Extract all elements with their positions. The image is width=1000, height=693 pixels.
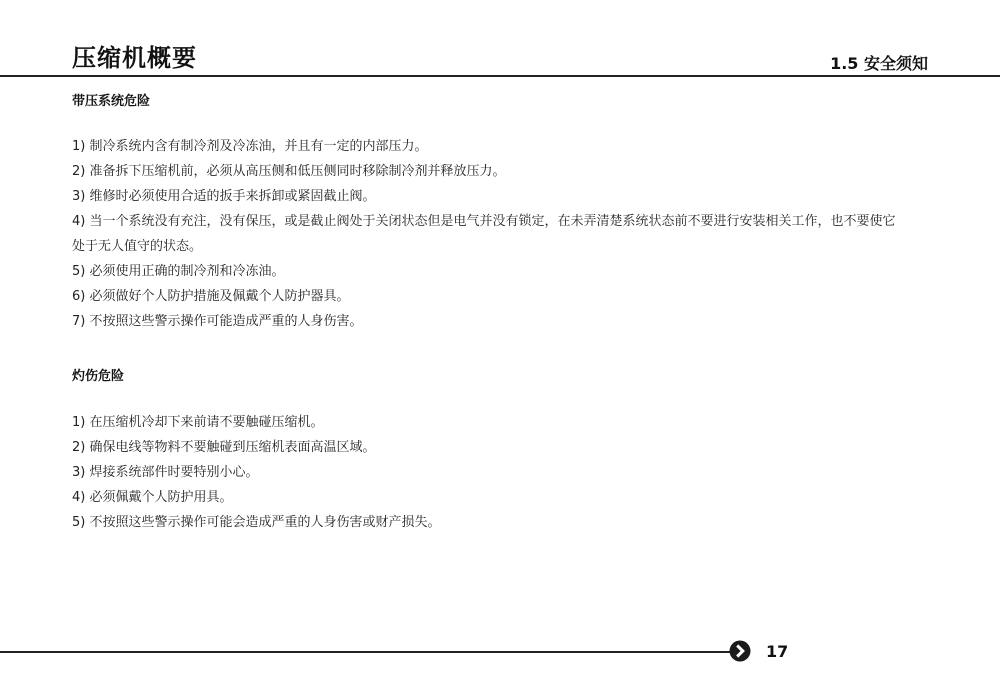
list-item: 3) 维修时必须使用合适的扳手来拆卸或紧固截止阀。	[72, 189, 376, 204]
list-item: 5) 不按照这些警示操作可能会造成严重的人身伤害或财产损失。	[72, 515, 441, 530]
list-item: 6) 必须做好个人防护措施及佩戴个人防护器具。	[72, 289, 350, 304]
pressure-hazard-list	[72, 134, 932, 334]
section-heading-burn-hazard: 灼伤危险	[72, 369, 125, 384]
footer-divider	[0, 651, 730, 653]
list-item: 2) 准备拆下压缩机前，必须从高压侧和低压侧同时移除制冷剂并释放压力。	[72, 164, 506, 179]
list-item: 4) 必须佩戴个人防护用具。	[72, 490, 233, 505]
chevron-right-circle-icon	[729, 640, 751, 662]
list-item: 1) 制冷系统内含有制冷剂及冷冻油，并且有一定的内部压力。	[72, 139, 428, 154]
list-item: 5) 必须使用正确的制冷剂和冷冻油。	[72, 264, 285, 279]
section-heading-pressure-hazard: 带压系统危险	[72, 94, 151, 109]
list-item: 3) 焊接系统部件时要特别小心。	[72, 465, 259, 480]
page-number: 17	[766, 642, 789, 661]
list-item: 1) 在压缩机冷却下来前请不要触碰压缩机。	[72, 415, 324, 430]
list-item: 4) 当一个系统没有充注，没有保压，或是截止阀处于关闭状态但是电气并没有锁定，在未弄清楚系统状态前不要进行安装相关工作，也不要使它	[72, 214, 896, 229]
burn-hazard-list	[72, 410, 932, 535]
header-divider	[0, 75, 1000, 77]
list-item: 处于无人值守的状态。	[72, 239, 203, 254]
page-title: 压缩机概要	[72, 44, 197, 72]
list-item: 2) 确保电线等物料不要触碰到压缩机表面高温区域。	[72, 440, 376, 455]
list-item: 7) 不按照这些警示操作可能造成严重的人身伤害。	[72, 314, 363, 329]
section-reference: 1.5 安全须知	[830, 54, 928, 73]
